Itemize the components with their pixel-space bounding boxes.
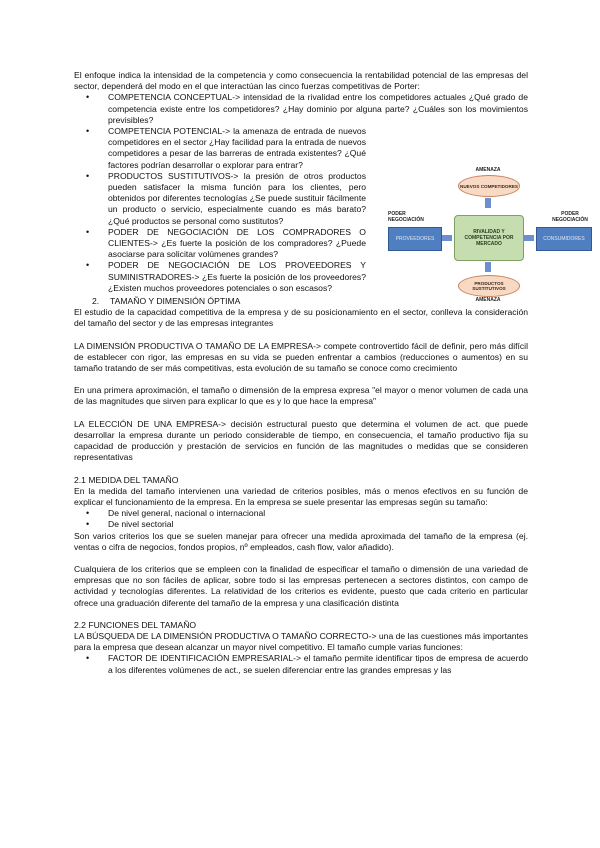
force-item-conceptual: • COMPETENCIA CONCEPTUAL-> intensidad de la rivalidad entre los competidores actuales ¿Qué grado de competencia existe entre los competidores? ¿Hay dominio por alguna parte? ¿Cuáles son los movimientos previsibles? xyxy=(74,92,528,126)
size-levels-list xyxy=(74,508,528,530)
section-2-p4: LA ELECCIÓN DE UNA EMPRESA-> decisión estructural puesto que determina el volumen de act. que puede desarrollar la empresa durante un periodo considerable de tiempo, en consecuencia, el tamaño productivo fija su capacidad de producción y prestación de servicios en función de las magnitudes o medidas que se consideren representativas xyxy=(74,418,528,463)
size-functions-list xyxy=(74,653,528,675)
section-2-2-title: 2.2 FUNCIONES DEL TAMAÑO xyxy=(74,619,197,630)
top-threat-label: AMENAZA xyxy=(475,167,501,174)
consumers-box: CONSUMIDORES xyxy=(536,227,592,251)
bottom-threat-label: AMENAZA xyxy=(475,297,501,304)
section-2-number: 2. xyxy=(92,296,100,307)
section-2-1-p3: Cualquiera de los criterios que se empleen con la finalidad de especificar el tamaño o dimensión de una variedad de empresas que no son fáciles de aplicar, sobre todo si las empresas pertenecen a sectores distintos, con campo de actividad y tecnologías diferentes. La relatividad de los criterios es evidente, puesto que cada criterio en particular ofrece una graduación diferente del tamaño de la empresa y una clasificación distinta xyxy=(74,563,528,608)
substitute-products-ellipse: PRODUCTOS SUSTITUTIVOS xyxy=(458,275,520,297)
force-item-sustitutivos: • PRODUCTOS SUSTITUTIVOS-> la presión de otros productos pueden satisfacer la misma función para los clientes, pero obtenidos por diferentes tecnologías ¿Se puede sustituir fácilmente un producto o servicio, especialmente cuando es más barato? ¿Qué productos se personal como sustitutos? xyxy=(74,171,366,227)
section-2-p2: LA DIMENSIÓN PRODUCTIVA O TAMAÑO DE LA EMPRESA-> compete controvertido fácil de definir, pero más difícil de establecer con rigor, las empresas en su vida se pueden enfrentar a cambios (reducciones o aumentos) en su tamaño tratando de ser más competitivas, esta evolución de su tamaño se conoce como crecimiento xyxy=(74,340,528,374)
section-2-title: TAMAÑO Y DIMENSIÓN ÓPTIMA xyxy=(110,296,241,307)
rivalry-box: RIVALIDAD Y COMPETENCIA POR MERCADO xyxy=(454,215,524,261)
size-function-item: • FACTOR DE IDENTIFICACIÓN EMPRESARIAL-> el tamaño permite identificar tipos de empresa de acuerdo a los diferentes volúmenes de act., se suelen diferenciar entre las grandes empresas y las xyxy=(74,653,528,675)
section-2-2-p1: LA BÚSQUEDA DE LA DIMENSIÓN PRODUCTIVA O TAMAÑO CORRECTO-> una de las cuestiones más importantes para la empresa que desean alcanzar un mayor nivel competitivo. El tamaño cumple varias funciones: xyxy=(74,630,528,653)
intro-paragraph: El enfoque indica la intensidad de la competencia y como consecuencia la rentabilidad potencial de las empresas del sector, dependerá del modo en el que interactúan las cinco fuerzas competitivas de Porter: xyxy=(74,70,528,92)
suppliers-box: PROVEEDORES xyxy=(388,227,442,251)
size-level-item: • De nivel sectorial xyxy=(74,519,528,530)
bottom-arrow xyxy=(485,262,491,272)
top-arrow xyxy=(485,198,491,208)
size-level-item: • De nivel general, nacional o internacional xyxy=(74,508,528,519)
section-2-p1: El estudio de la capacidad competitiva de la empresa y de su posicionamiento en el sector, conlleva la consideración del tamaño del sector y de las empresas integrantes xyxy=(74,307,528,329)
left-arrow xyxy=(442,235,452,241)
section-2-1-p1: En la medida del tamaño intervienen una variedad de criterios posibles, más o menos efectivos en su función de explicar el funcionamiento de la empresa. En la empresa se suele presentar las empresas según su tamaño: xyxy=(74,485,528,507)
section-2-1-title: 2.1 MEDIDA DEL TAMAÑO xyxy=(74,474,179,485)
porter-diagram xyxy=(388,167,588,317)
right-arrow xyxy=(524,235,534,241)
section-2-1-p2: Son varios criterios los que se suelen manejar para ofrecer una medida aproximada del tamaño de la empresa (ej. ventas o cifra de negocios, fondos propios, nº empleados, cash flow, valor añadido). xyxy=(74,530,528,552)
section-2-p3: En una primera aproximación, el tamaño o dimensión de la empresa expresa "el mayor o menor volumen de cada una de las magnitudes que sirven para explicar lo que es y lo que hace la empresa" xyxy=(74,385,528,407)
document-page xyxy=(74,70,588,676)
right-power-label: PODER NEGOCIACIÓN xyxy=(552,211,588,224)
force-item-proveedores: • PODER DE NEGOCIACIÓN DE LOS PROVEEDORES Y SUMINISTRADORES-> ¿Es fuerte la posición de los proveedores? ¿Existen muchos proveedores potenciales o son escasos? xyxy=(74,260,366,294)
new-competitors-ellipse: NUEVOS COMPETIDORES xyxy=(458,175,520,197)
force-item-compradores: • PODER DE NEGOCIACIÓN DE LOS COMPRADORES O CLIENTES-> ¿Es fuerte la posición de los compradores? ¿Puede asociarse para solicitar volúmenes grandes? xyxy=(74,227,366,261)
left-power-label: PODER NEGOCIACIÓN xyxy=(388,211,424,224)
force-item-potencial: • COMPETENCIA POTENCIAL-> la amenaza de entrada de nuevos competidores en el sector ¿Hay facilidad para la entrada de nuevos competidores a pesar de las barreras de entrada existentes? ¿Qué factores podrían desarrollar o explorar para entrar? xyxy=(74,126,366,171)
